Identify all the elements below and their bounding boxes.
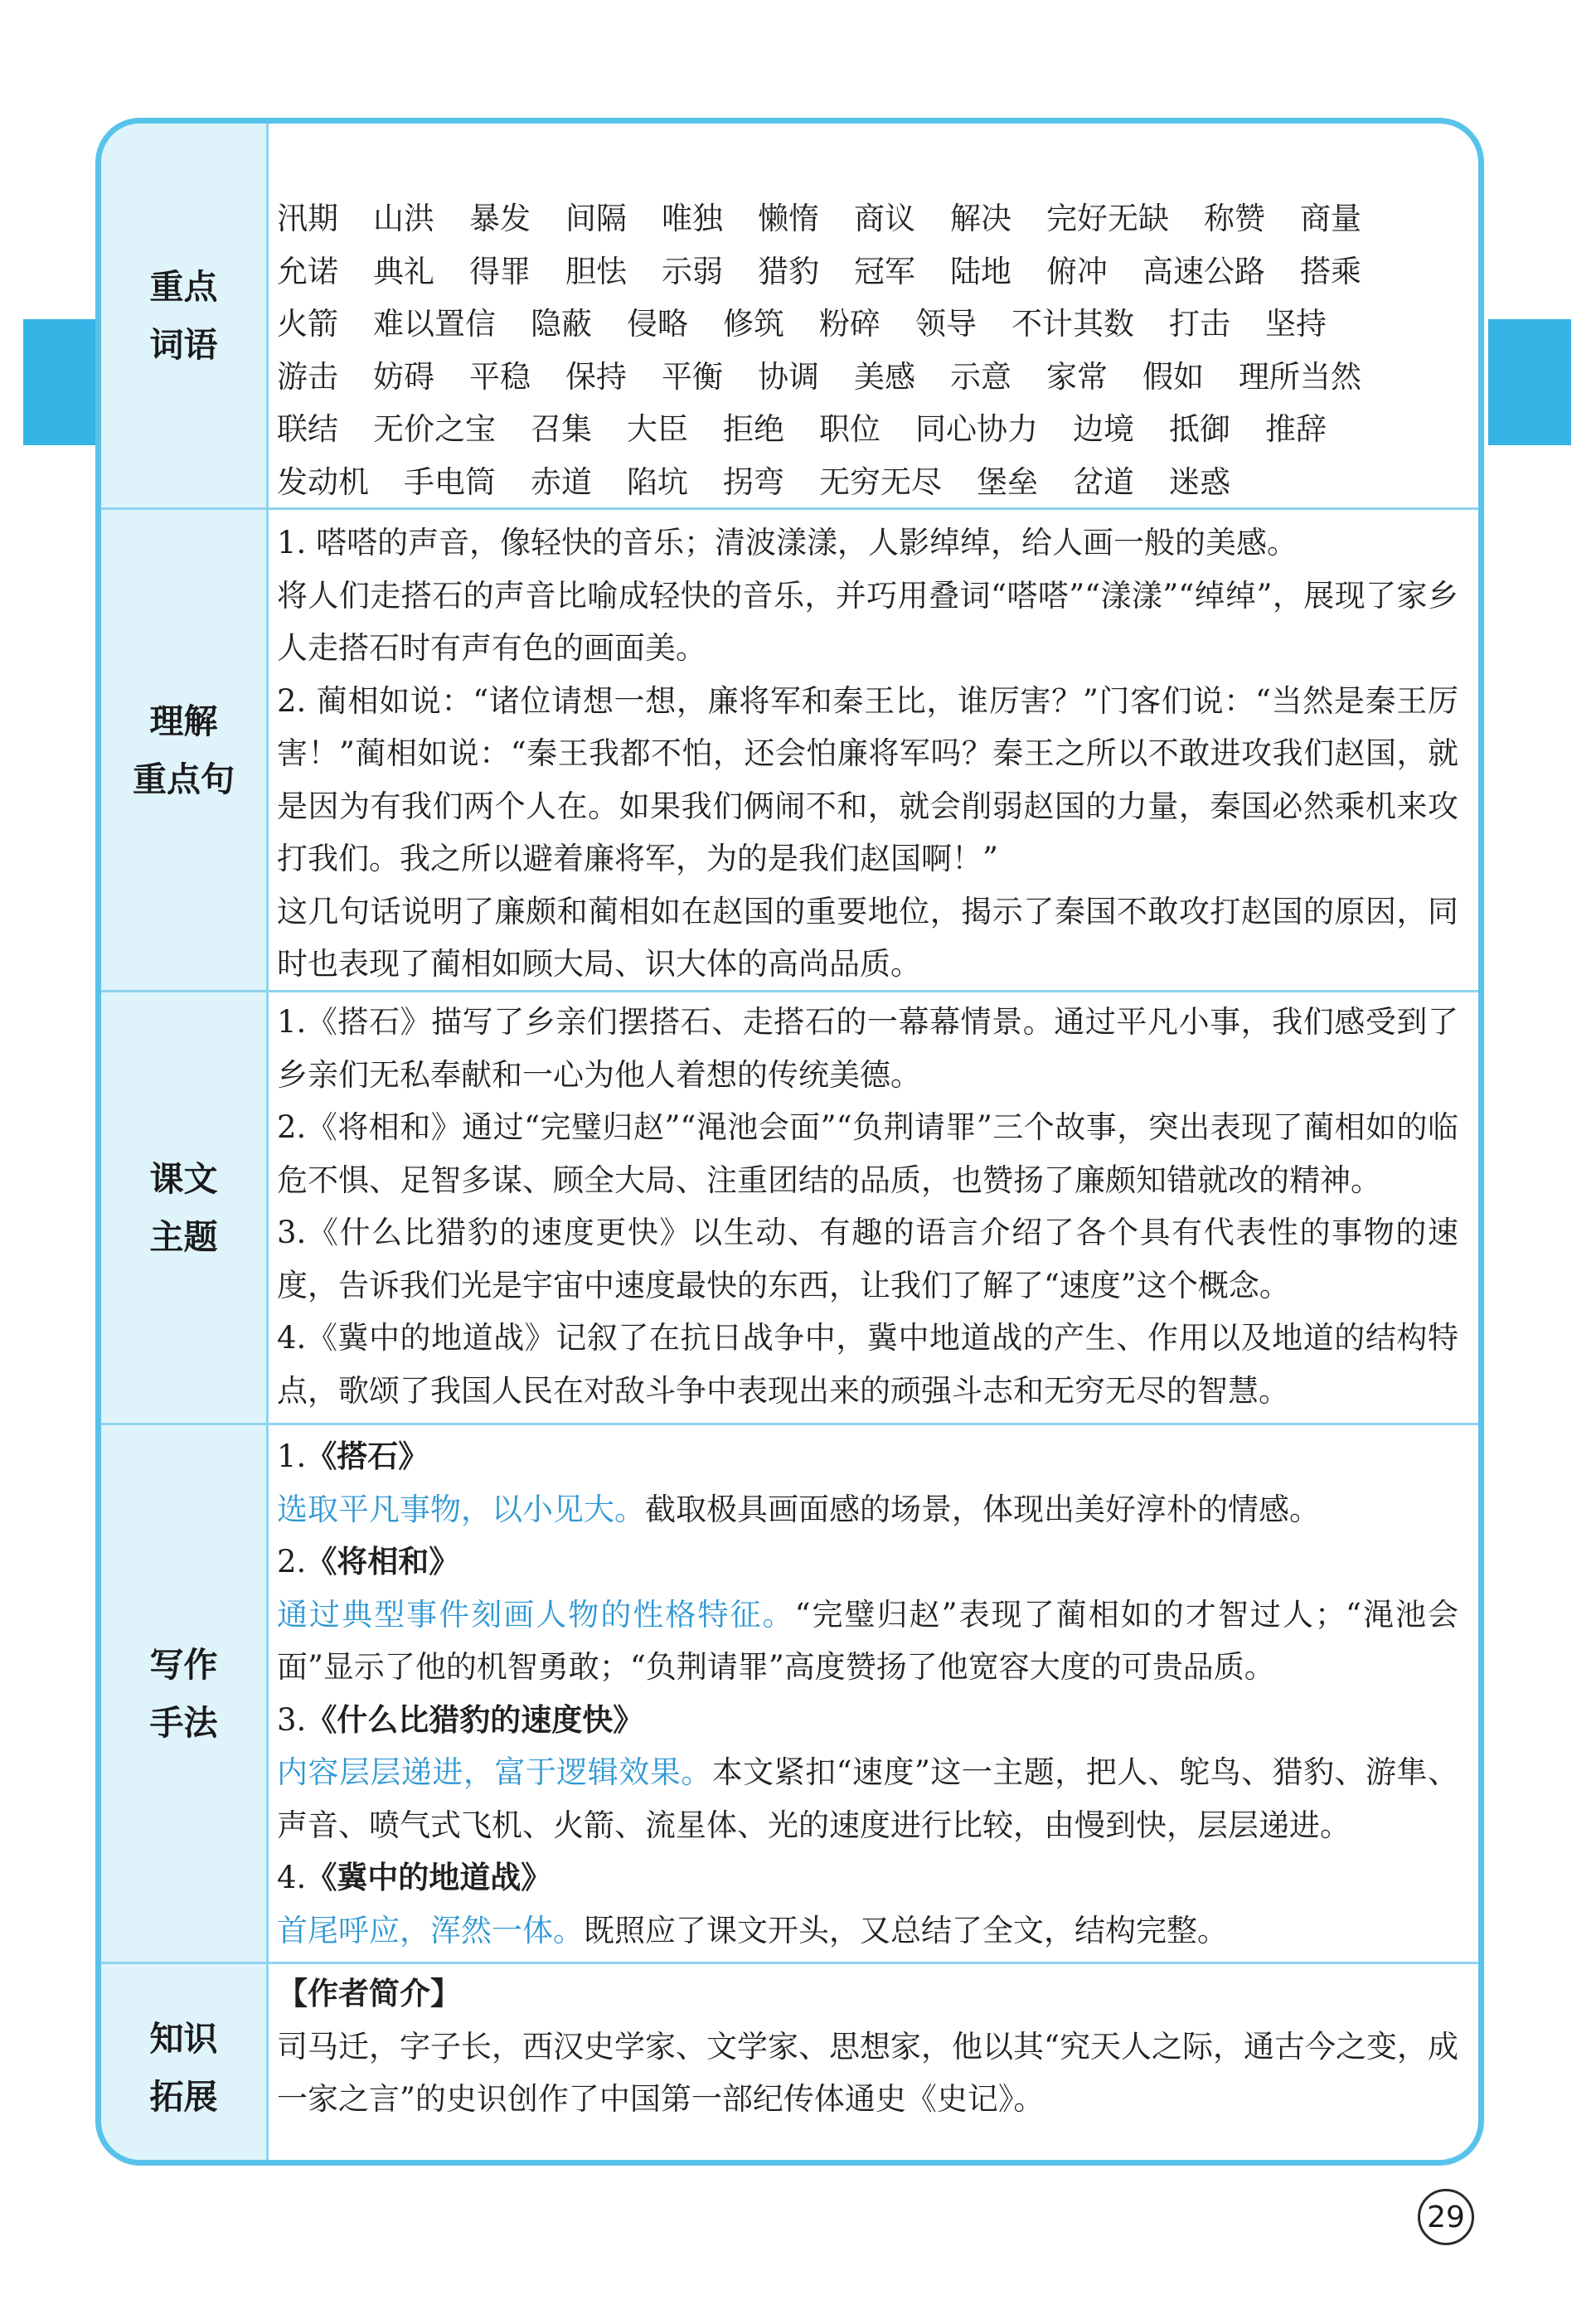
section-knowledge [101,1964,1478,2166]
vocab-row: 允诺 典礼 得罪 胆怯 示弱 猎豹 冠军 陆地 俯冲 高速公路 搭乘 [277,253,1361,289]
sentences-content [277,517,1458,991]
theme-item: 2.《将相和》通过“完璧归赵”“渑池会面”“负荆请罪”三个故事，突出表现了蔺相如的临危不惧、足智多谋、顾全大局、注重团结的品质，也赞扬了廉颇知错就改的精神。 [277,1109,1458,1198]
writing-highlight: 通过典型事件刻画人物的性格特征。 [277,1596,795,1633]
vocab-row: 联结 无价之宝 召集 大臣 拒绝 职位 同心协力 边境 抵御 推辞 [277,411,1327,447]
vocab-row: 汛期 山洪 暴发 间隔 唯独 懒惰 商议 解决 完好无缺 称赞 商量 [277,201,1361,236]
writing-body: 首尾呼应，浑然一体。既照应了课文开头，又总结了全文，结构完整。 [277,1912,1228,1948]
writing-highlight: 选取平凡事物，以小见大。 [277,1491,645,1527]
writing-highlight: 首尾呼应，浑然一体。 [277,1912,584,1948]
sentence-quote: 1. 嗒嗒的声音，像轻快的音乐；清波漾漾，人影绰绰，给人画一般的美感。 [277,525,1298,560]
writing-body: 通过典型事件刻画人物的性格特征。“完璧归赵”表现了蔺相如的才智过人；“渑池会面”显示了他的机智勇敢；“负荆请罪”高度赞扬了他宽容大度的可贵品质。 [277,1596,1459,1685]
section-vocab [101,124,1478,510]
section-label: 知识 拓展 [149,2019,218,2117]
writing-title: 4.《冀中的地道战》 [277,1860,552,1895]
writing-title: 3.《什么比猎豹的速度快》 [277,1701,644,1738]
writing-body: 内容层层递进，富于逻辑效果。本文紧扣“速度”这一主题，把人、鸵鸟、猎豹、游隼、声音、喷气式飞机、火箭、流星体、光的速度进行比较，由慢到快，层层递进。 [277,1754,1459,1843]
section-key-sentences [101,510,1478,992]
section-label: 课文 主题 [149,1158,218,1257]
vocab-row: 发动机 手电筒 赤道 陷坑 拐弯 无穷无尽 堡垒 岔道 迷惑 [277,463,1230,500]
knowledge-content [277,1967,1458,2126]
theme-item: 3.《什么比猎豹的速度更快》以生动、有趣的语言介绍了各个具有代表性的事物的速度，告诉我们光是宇宙中速度最快的东西，让我们了解了“速度”这个概念。 [277,1215,1458,1303]
theme-item: 1.《搭石》描写了乡亲们摆搭石、走搭石的一幕幕情景。通过平凡小事，我们感受到了乡亲们无私奉献和一心为他人着想的传统美德。 [277,1004,1458,1093]
vocab-row: 游击 妨碍 平稳 保持 平衡 协调 美感 示意 家常 假如 理所当然 [277,358,1361,395]
section-label: 理解 重点句 [133,701,235,799]
sentence-explanation: 将人们走搭石的声音比喻成轻快的音乐，并巧用叠词“嗒嗒”“漾漾”“绰绰”，展现了家乡人走搭石时有声有色的画面美。 [277,577,1458,666]
section-label: 重点 词语 [149,266,218,365]
section-writing [101,1425,1478,1964]
author-heading: 【作者简介】 [277,1976,461,2011]
page-number: 29 [1418,2189,1474,2245]
vocab-row: 火箭 难以置信 隐蔽 侵略 修筑 粉碎 领导 不计其数 打击 坚持 [277,306,1327,342]
writing-title: 2.《将相和》 [277,1544,460,1579]
summary-card [95,118,1484,2166]
section-label: 写作 手法 [149,1644,218,1743]
vocab-list [277,192,1458,508]
writing-title: 1.《搭石》 [277,1439,429,1474]
author-intro: 司马迁，字子长，西汉史学家、文学家、思想家，他以其“究天人之际，通古今之变，成一家之言”的史识创作了中国第一部纪传体通史《史记》。 [277,2028,1458,2117]
themes-content [277,996,1458,1417]
writing-body: 选取平凡事物，以小见大。截取极具画面感的场景，体现出美好淳朴的情感。 [277,1491,1320,1527]
writing-highlight: 内容层层递进，富于逻辑效果。 [277,1754,712,1790]
writing-content [277,1430,1458,1957]
right-side-tab [1488,319,1571,445]
theme-item: 4.《冀中的地道战》记叙了在抗日战争中，冀中地道战的产生、作用以及地道的结构特点，歌颂了我国人民在对敌斗争中表现出来的顽强斗志和无穷无尽的智慧。 [277,1320,1458,1409]
sentence-explanation: 这几句话说明了廉颇和蔺相如在赵国的重要地位，揭示了秦国不敢攻打赵国的原因，同时也表现了蔺相如顾大局、识大体的高尚品质。 [277,893,1458,982]
section-themes [101,992,1478,1425]
sentence-quote: 2. 蔺相如说：“诸位请想一想，廉将军和秦王比，谁厉害？”门客们说：“当然是秦王厉害！”蔺相如说：“秦王我都不怕，还会怕廉将军吗？秦王之所以不敢进攻我们赵国，就是因为有我们两个人在。如果我们俩闹不和，就会削弱赵国的力量，秦国必然乘机来攻打我们。我之所以避着廉将军，为的是我们赵国啊！” [277,682,1458,876]
